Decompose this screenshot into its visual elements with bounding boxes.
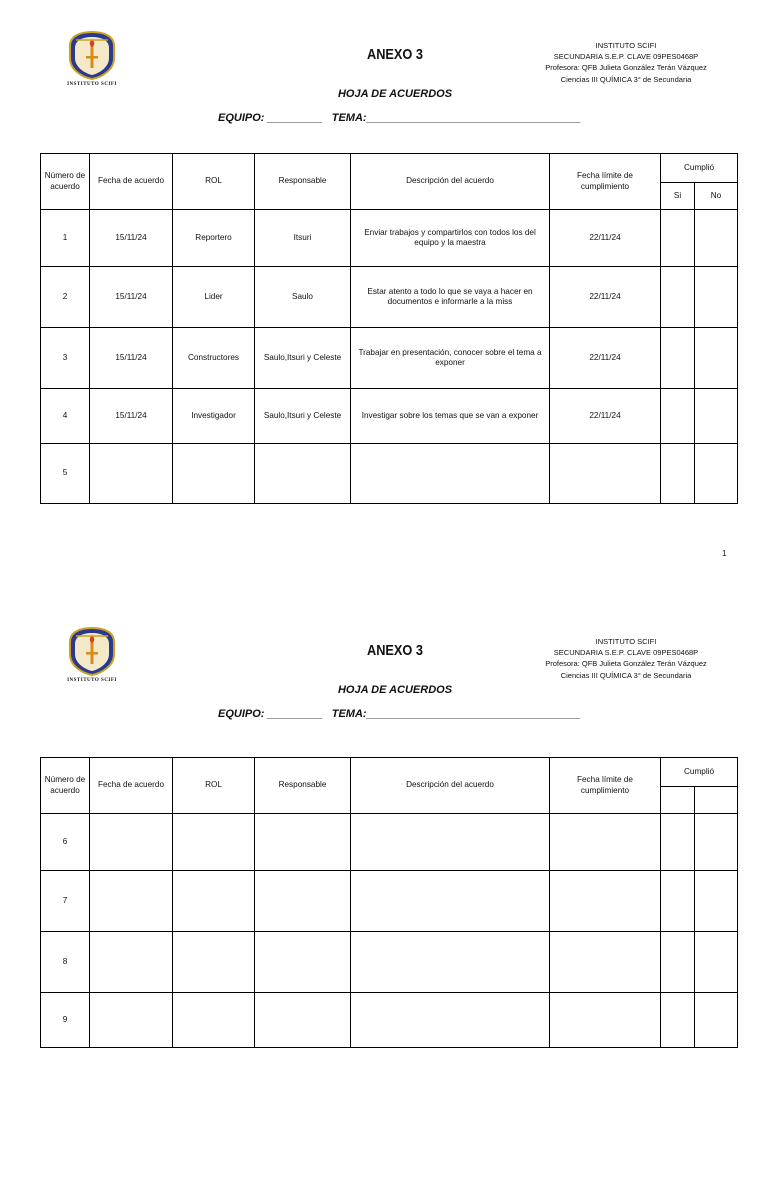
cell-fecha-limite[interactable]: 22/11/24 [550,210,661,267]
header-si-blank [661,787,695,814]
cell-no[interactable] [695,210,738,267]
header-numero: Número de acuerdo [41,154,90,210]
institute-line: Profesora: QFB Julieta González Terán Vázquez [545,659,707,669]
header-responsable: Responsable [255,154,351,210]
cell-responsable[interactable] [255,871,351,932]
header-fecha-limite: Fecha límite de cumplimiento [550,758,661,814]
cell-responsable[interactable]: Saulo,Itsuri y Celeste [255,328,351,389]
institute-line: SECUNDARIA S.E.P. CLAVE 09PES0468P [553,648,699,658]
cell-numero: 5 [41,444,90,504]
cell-rol[interactable] [173,444,255,504]
table-row [41,932,738,993]
header-cumplio: Cumplió [661,758,738,787]
crest-icon [66,30,118,80]
cell-fecha-limite[interactable] [550,814,661,871]
cell-descripcion[interactable] [351,871,550,932]
table-row [41,389,738,444]
cell-numero: 8 [41,932,90,993]
document-subtitle: HOJA DE ACUERDOS [337,684,453,696]
institute-info [530,636,722,681]
table-row [41,328,738,389]
cell-si[interactable] [661,993,695,1048]
institute-line: Ciencias III QUÍMICA 3° de Secundaria [560,74,692,84]
cell-si[interactable] [661,210,695,267]
cell-rol[interactable] [173,871,255,932]
cell-rol[interactable]: Lider [173,267,255,328]
cell-responsable[interactable]: Itsuri [255,210,351,267]
cell-no[interactable] [695,814,738,871]
institute-line: INSTITUTO SCIFI [595,637,657,646]
cell-responsable[interactable] [255,444,351,504]
team-topic-line [218,708,581,720]
cell-fecha[interactable]: 15/11/24 [90,328,173,389]
cell-fecha-limite[interactable]: 22/11/24 [550,267,661,328]
cell-numero: 1 [41,210,90,267]
cell-fecha[interactable] [90,932,173,993]
table-row [41,267,738,328]
cell-responsable[interactable]: Saulo,Itsuri y Celeste [255,389,351,444]
header-descripcion: Descripción del acuerdo [351,154,550,210]
cell-rol[interactable]: Reportero [173,210,255,267]
cell-fecha-limite[interactable]: 22/11/24 [550,389,661,444]
cell-rol[interactable]: Investigador [173,389,255,444]
header-responsable: Responsable [255,758,351,814]
equipo-field[interactable]: EQUIPO: _________ [218,708,323,720]
institute-logo [66,626,118,688]
cell-rol[interactable] [173,814,255,871]
cell-si[interactable] [661,267,695,328]
equipo-field[interactable]: EQUIPO: _________ [218,112,323,124]
institute-line: INSTITUTO SCIFI [595,41,657,50]
document-subtitle: HOJA DE ACUERDOS [337,88,453,100]
cell-numero: 6 [41,814,90,871]
table-header-row [41,758,738,787]
cell-fecha[interactable]: 15/11/24 [90,267,173,328]
cell-fecha-limite[interactable] [550,444,661,504]
cell-rol[interactable] [173,993,255,1048]
cell-si[interactable] [661,389,695,444]
cell-si[interactable] [661,328,695,389]
cell-descripcion[interactable]: Enviar trabajos y compartirlos con todos los del equipo y la maestra [351,210,550,267]
cell-si[interactable] [661,814,695,871]
document-title: ANEXO 3 [367,642,423,659]
header-fecha-limite: Fecha límite de cumplimiento [550,154,661,210]
cell-fecha-limite[interactable] [550,932,661,993]
cell-fecha-limite[interactable] [550,871,661,932]
table-row [41,871,738,932]
cell-descripcion[interactable] [351,444,550,504]
institute-logo [66,30,118,92]
cell-fecha[interactable] [90,444,173,504]
cell-descripcion[interactable] [351,814,550,871]
logo-caption: INSTITUTO SCIFI [67,82,117,87]
cell-fecha-limite[interactable] [550,993,661,1048]
cell-descripcion[interactable] [351,932,550,993]
cell-fecha[interactable] [90,871,173,932]
document-title: ANEXO 3 [367,46,423,63]
header-rol: ROL [173,154,255,210]
page-2 [0,596,768,1192]
cell-fecha[interactable]: 15/11/24 [90,389,173,444]
header-si: Si [661,183,695,210]
tema-field[interactable]: TEMA:___________________________________ [331,112,581,124]
header-descripcion: Descripción del acuerdo [351,758,550,814]
agreements-table [40,153,738,504]
header-fecha: Fecha de acuerdo [90,154,173,210]
page-number: 1 [722,549,727,558]
table-row [41,444,738,504]
table-row [41,993,738,1048]
crest-icon [66,626,118,676]
cell-numero: 7 [41,871,90,932]
agreements-table [40,757,738,1048]
cell-si[interactable] [661,871,695,932]
cell-fecha[interactable]: 15/11/24 [90,210,173,267]
cell-no[interactable] [695,267,738,328]
cell-fecha[interactable] [90,993,173,1048]
cell-numero: 2 [41,267,90,328]
institute-line: Ciencias III QUÍMICA 3° de Secundaria [560,670,692,680]
cell-responsable[interactable]: Saulo [255,267,351,328]
header-numero: Número de acuerdo [41,758,90,814]
cell-descripcion[interactable]: Investigar sobre los temas que se van a exponer [351,389,550,444]
cell-fecha[interactable] [90,814,173,871]
cell-numero: 4 [41,389,90,444]
institute-line: SECUNDARIA S.E.P. CLAVE 09PES0468P [553,52,699,62]
header-no: No [695,183,738,210]
cell-numero: 3 [41,328,90,389]
cell-fecha-limite[interactable]: 22/11/24 [550,328,661,389]
team-topic-line [218,112,581,124]
cell-no[interactable] [695,328,738,389]
cell-no[interactable] [695,389,738,444]
cell-responsable[interactable] [255,932,351,993]
cell-rol[interactable]: Constructores [173,328,255,389]
cell-responsable[interactable] [255,993,351,1048]
cell-no[interactable] [695,993,738,1048]
cell-rol[interactable] [173,932,255,993]
logo-caption: INSTITUTO SCIFI [67,678,117,683]
cell-no[interactable] [695,444,738,504]
table-header-row [41,154,738,183]
cell-descripcion[interactable]: Trabajar en presentación, conocer sobre el tema a exponer [351,328,550,389]
cell-si[interactable] [661,444,695,504]
institute-info [530,40,722,85]
cell-descripcion[interactable]: Estar atento a todo lo que se vaya a hacer en documentos e informarle a la miss [351,267,550,328]
cell-si[interactable] [661,932,695,993]
header-rol: ROL [173,758,255,814]
cell-numero: 9 [41,993,90,1048]
header-cumplio: Cumplió [661,154,738,183]
header-fecha: Fecha de acuerdo [90,758,173,814]
cell-no[interactable] [695,871,738,932]
cell-descripcion[interactable] [351,993,550,1048]
tema-field[interactable]: TEMA:___________________________________ [331,708,581,720]
table-row [41,814,738,871]
header-no-blank [695,787,738,814]
table-row [41,210,738,267]
cell-responsable[interactable] [255,814,351,871]
institute-line: Profesora: QFB Julieta González Terán Vázquez [545,63,707,73]
cell-no[interactable] [695,932,738,993]
